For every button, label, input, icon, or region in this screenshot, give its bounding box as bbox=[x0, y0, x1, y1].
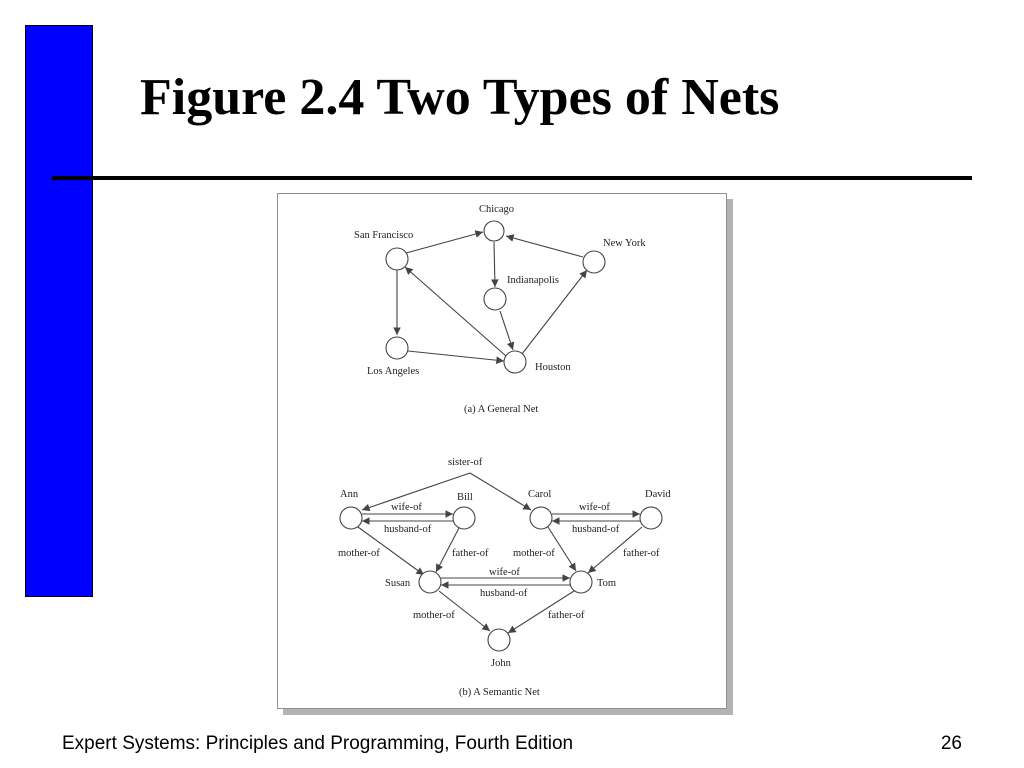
edge-label-mother-of-ann-susan: mother-of bbox=[338, 548, 380, 559]
edge-label-sister-of: sister-of bbox=[448, 457, 483, 468]
figure-panel bbox=[277, 193, 727, 709]
edge-sf-to-chicago bbox=[406, 232, 483, 253]
label-bill: Bill bbox=[457, 492, 473, 503]
edge-label-wife-of-carol-david: wife-of bbox=[579, 502, 610, 513]
edge-label-wife-of-susan-tom: wife-of bbox=[489, 567, 520, 578]
label-john: John bbox=[491, 658, 511, 669]
node-bill bbox=[453, 507, 475, 529]
label-susan: Susan bbox=[385, 578, 411, 589]
accent-sidebar-bar bbox=[25, 25, 93, 597]
caption-semantic-net: (b) A Semantic Net bbox=[459, 687, 540, 698]
label-chicago: Chicago bbox=[479, 204, 514, 215]
edge-label-wife-of-ann-bill: wife-of bbox=[391, 502, 422, 513]
label-carol: Carol bbox=[528, 489, 552, 500]
node-san-francisco bbox=[386, 248, 408, 270]
node-john bbox=[488, 629, 510, 651]
label-indianapolis: Indianapolis bbox=[507, 275, 559, 286]
label-san-francisco: San Francisco bbox=[354, 230, 414, 241]
page-number: 26 bbox=[940, 733, 962, 754]
label-new-york: New York bbox=[603, 238, 646, 249]
caption-general-net: (a) A General Net bbox=[464, 404, 539, 415]
semantic-net bbox=[338, 457, 671, 698]
title-underline-rule bbox=[52, 176, 972, 180]
edge-label-mother-of-susan-john: mother-of bbox=[413, 610, 455, 621]
edge-label-mother-of-carol-tom: mother-of bbox=[513, 548, 555, 559]
label-houston: Houston bbox=[535, 362, 571, 373]
node-indianapolis bbox=[484, 288, 506, 310]
edge-sister-of-carol bbox=[470, 473, 531, 510]
edge-label-father-of-david-tom: father-of bbox=[623, 548, 660, 559]
node-new-york bbox=[583, 251, 605, 273]
label-david: David bbox=[645, 489, 671, 500]
general-net bbox=[354, 204, 646, 415]
node-ann bbox=[340, 507, 362, 529]
edge-chicago-to-indianapolis bbox=[494, 242, 495, 287]
slide-title: Figure 2.4 Two Types of Nets bbox=[140, 69, 780, 126]
node-los-angeles bbox=[386, 337, 408, 359]
edge-label-father-of-bill-susan: father-of bbox=[452, 548, 489, 559]
node-houston bbox=[504, 351, 526, 373]
label-los-angeles: Los Angeles bbox=[367, 366, 420, 377]
label-tom: Tom bbox=[597, 578, 617, 589]
nets-diagram bbox=[278, 194, 728, 710]
edge-indianapolis-to-houston bbox=[500, 311, 513, 350]
footer-book-title: Expert Systems: Principles and Programming, Fourth Edition bbox=[62, 733, 574, 754]
node-susan bbox=[419, 571, 441, 593]
node-chicago bbox=[484, 221, 504, 241]
node-tom bbox=[570, 571, 592, 593]
edge-label-father-of-tom-john: father-of bbox=[548, 610, 585, 621]
edge-label-husband-of-bill-ann: husband-of bbox=[384, 524, 432, 535]
edge-la-to-houston bbox=[408, 351, 504, 361]
edge-houston-to-sf bbox=[405, 267, 506, 356]
label-ann: Ann bbox=[340, 489, 359, 500]
node-carol bbox=[530, 507, 552, 529]
edge-ny-to-chicago bbox=[506, 236, 583, 257]
edge-label-husband-of-tom-susan: husband-of bbox=[480, 588, 528, 599]
node-david bbox=[640, 507, 662, 529]
edge-label-husband-of-david-carol: husband-of bbox=[572, 524, 620, 535]
